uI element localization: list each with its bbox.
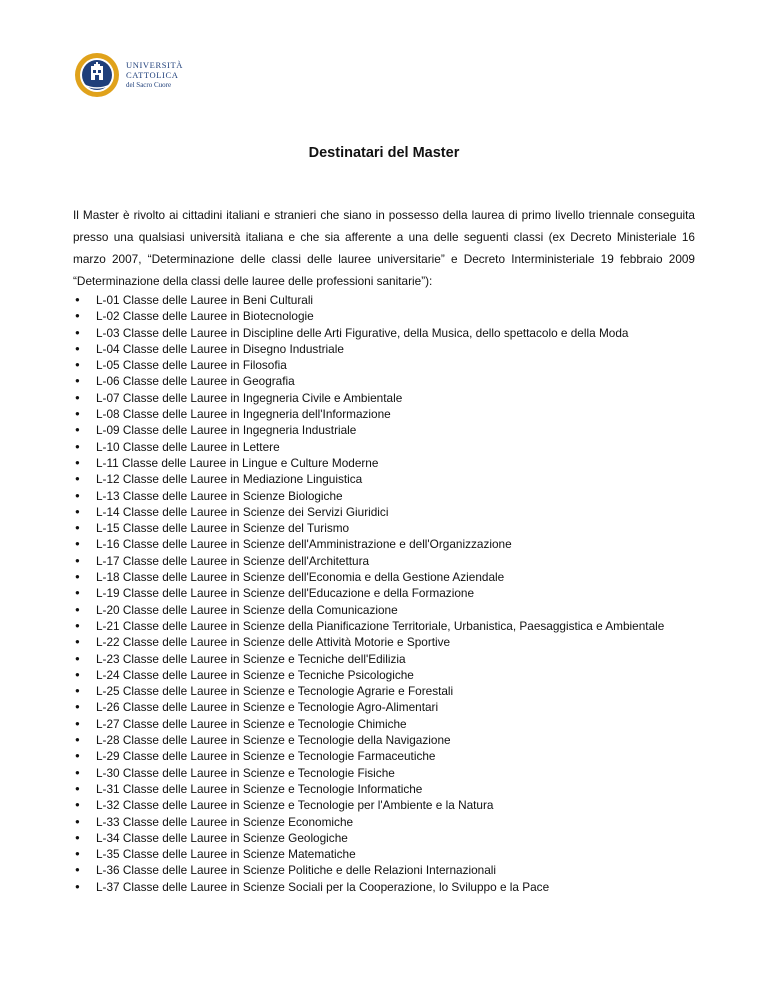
degree-class-item <box>73 325 695 341</box>
degree-class-label: L-22 Classe delle Lauree in Scienze delle Attività Motorie e Sportive <box>96 635 451 650</box>
degree-class-label: L-14 Classe delle Lauree in Scienze dei Servizi Giuridici <box>96 504 389 519</box>
bullet-icon: ● <box>75 637 80 647</box>
bullet-icon: ● <box>75 588 80 598</box>
bullet-icon: ● <box>75 767 80 777</box>
bullet-icon: ● <box>75 572 80 582</box>
degree-class-label: L-13 Classe delle Lauree in Scienze Biologiche <box>96 488 343 503</box>
degree-class-item <box>73 308 695 324</box>
degree-class-item <box>73 781 695 797</box>
degree-class-item <box>73 830 695 846</box>
bullet-icon: ● <box>75 441 80 451</box>
degree-class-label: L-35 Classe delle Lauree in Scienze Matematiche <box>96 847 356 862</box>
intro-paragraph: Il Master è rivolto ai cittadini italiani e stranieri che siano in possesso della laurea di primo livello triennale conseguita presso una qualsiasi università italiana e che sia afferente a una delle seguenti classi (ex Decreto Ministeriale 16 marzo 2007, “Determinazione delle classi delle lauree universitarie” e Decreto Interministeriale 19 febbraio 2009 “Determinazione della classi delle lauree delle professioni sanitarie”): <box>73 208 695 288</box>
degree-class-item <box>73 357 695 373</box>
page-title: Destinatari del Master <box>308 145 460 161</box>
bullet-icon: ● <box>75 702 80 712</box>
bullet-icon: ● <box>75 800 80 810</box>
degree-class-item <box>73 879 695 895</box>
degree-class-item <box>73 569 695 585</box>
degree-class-item <box>73 488 695 504</box>
degree-class-label: L-05 Classe delle Lauree in Filosofia <box>96 358 287 373</box>
degree-class-label: L-01 Classe delle Lauree in Beni Culturali <box>96 293 314 307</box>
degree-class-label: L-07 Classe delle Lauree in Ingegneria Civile e Ambientale <box>96 390 403 405</box>
bullet-icon: ● <box>75 832 80 842</box>
degree-class-item <box>73 471 695 487</box>
degree-class-label: L-11 Classe delle Lauree in Lingue e Culture Moderne <box>96 455 379 470</box>
bullet-icon: ● <box>75 523 80 533</box>
degree-class-label: L-03 Classe delle Lauree in Discipline delle Arti Figurative, della Musica, dello spettacolo e della Moda <box>96 325 629 340</box>
degree-class-item <box>73 422 695 438</box>
degree-class-item <box>73 797 695 813</box>
bullet-icon: ● <box>75 539 80 549</box>
degree-class-label: L-08 Classe delle Lauree in Ingegneria dell'Informazione <box>96 407 391 422</box>
university-logo <box>74 44 194 106</box>
degree-class-item <box>73 699 695 715</box>
bullet-icon: ● <box>75 783 80 793</box>
logo-line-3: del Sacro Cuore <box>126 81 172 89</box>
degree-class-label: L-34 Classe delle Lauree in Scienze Geologiche <box>96 830 348 845</box>
bullet-icon: ● <box>75 457 80 467</box>
bullet-icon: ● <box>75 718 80 728</box>
degree-class-label: L-33 Classe delle Lauree in Scienze Economiche <box>96 814 354 829</box>
degree-class-label: L-15 Classe delle Lauree in Scienze del Turismo <box>96 521 350 536</box>
degree-class-item <box>73 439 695 455</box>
degree-class-item <box>73 846 695 862</box>
degree-class-label: L-37 Classe delle Lauree in Scienze Sociali per la Cooperazione, lo Sviluppo e la Pace <box>96 879 550 894</box>
degree-class-label: L-20 Classe delle Lauree in Scienze della Comunicazione <box>96 602 398 617</box>
degree-class-label: L-09 Classe delle Lauree in Ingegneria Industriale <box>96 423 357 438</box>
degree-class-item <box>73 406 695 422</box>
bullet-icon: ● <box>75 376 80 386</box>
university-seal-icon <box>74 52 120 98</box>
degree-class-label: L-21 Classe delle Lauree in Scienze della Pianificazione Territoriale, Urbanistica, Paesaggistica e Ambientale <box>96 618 665 633</box>
logo-wordmark <box>126 60 183 90</box>
degree-class-item <box>73 716 695 732</box>
degree-class-item <box>73 765 695 781</box>
degree-class-label: L-17 Classe delle Lauree in Scienze dell'Architettura <box>96 553 370 568</box>
degree-class-label: L-18 Classe delle Lauree in Scienze dell'Economia e della Gestione Aziendale <box>96 570 505 585</box>
bullet-icon: ● <box>75 311 80 321</box>
bullet-icon: ● <box>75 865 80 875</box>
bullet-icon: ● <box>75 327 80 337</box>
degree-class-item <box>73 732 695 748</box>
bullet-icon: ● <box>75 360 80 370</box>
bullet-icon: ● <box>75 392 80 402</box>
bullet-icon: ● <box>75 686 80 696</box>
degree-class-label: L-16 Classe delle Lauree in Scienze dell'Amministrazione e dell'Organizzazione <box>96 537 512 552</box>
degree-class-item <box>73 536 695 552</box>
logo-line-2: CATTOLICA <box>126 70 179 80</box>
degree-class-label: L-04 Classe delle Lauree in Disegno Industriale <box>96 341 344 356</box>
degree-class-item <box>73 341 695 357</box>
bullet-icon: ● <box>75 295 80 304</box>
degree-class-item <box>73 292 695 308</box>
degree-class-label: L-19 Classe delle Lauree in Scienze dell'Educazione e della Formazione <box>96 586 475 601</box>
degree-class-label: L-30 Classe delle Lauree in Scienze e Tecnologie Fisiche <box>96 765 395 780</box>
bullet-icon: ● <box>75 474 80 484</box>
degree-class-label: L-27 Classe delle Lauree in Scienze e Tecnologie Chimiche <box>96 716 407 731</box>
logo-line-1: UNIVERSITÀ <box>126 60 183 70</box>
degree-class-label: L-24 Classe delle Lauree in Scienze e Tecniche Psicologiche <box>96 667 414 682</box>
bullet-icon: ● <box>75 620 80 630</box>
degree-class-label: L-31 Classe delle Lauree in Scienze e Tecnologie Informatiche <box>96 781 423 796</box>
degree-class-list <box>73 292 695 895</box>
degree-class-item <box>73 390 695 406</box>
bullet-icon: ● <box>75 816 80 826</box>
degree-class-label: L-26 Classe delle Lauree in Scienze e Tecnologie Agro-Alimentari <box>96 700 439 715</box>
degree-class-item <box>73 520 695 536</box>
degree-class-item <box>73 814 695 830</box>
degree-class-item <box>73 862 695 878</box>
bullet-icon: ● <box>75 490 80 500</box>
bullet-icon: ● <box>75 669 80 679</box>
degree-class-item <box>73 504 695 520</box>
degree-class-item <box>73 585 695 601</box>
bullet-icon: ● <box>75 849 80 859</box>
degree-class-label: L-06 Classe delle Lauree in Geografia <box>96 374 295 389</box>
bullet-icon: ● <box>75 735 80 745</box>
degree-class-item <box>73 618 695 634</box>
bullet-icon: ● <box>75 343 80 353</box>
bullet-icon: ● <box>75 555 80 565</box>
degree-class-item <box>73 373 695 389</box>
bullet-icon: ● <box>75 751 80 761</box>
degree-class-label: L-32 Classe delle Lauree in Scienze e Tecnologie per l'Ambiente e la Natura <box>96 798 494 813</box>
degree-class-item <box>73 602 695 618</box>
degree-class-item <box>73 634 695 650</box>
degree-class-label: L-36 Classe delle Lauree in Scienze Politiche e delle Relazioni Internazionali <box>96 863 497 878</box>
degree-class-item <box>73 651 695 667</box>
bullet-icon: ● <box>75 425 80 435</box>
degree-class-label: L-29 Classe delle Lauree in Scienze e Tecnologie Farmaceutiche <box>96 749 436 764</box>
bullet-icon: ● <box>75 881 80 891</box>
bullet-icon: ● <box>75 409 80 419</box>
degree-class-label: L-12 Classe delle Lauree in Mediazione Linguistica <box>96 472 363 487</box>
degree-class-item <box>73 748 695 764</box>
bullet-icon: ● <box>75 604 80 614</box>
degree-class-label: L-02 Classe delle Lauree in Biotecnologie <box>96 309 314 324</box>
degree-class-item <box>73 455 695 471</box>
degree-class-item <box>73 553 695 569</box>
degree-class-item <box>73 667 695 683</box>
degree-class-label: L-10 Classe delle Lauree in Lettere <box>96 439 280 454</box>
degree-class-label: L-25 Classe delle Lauree in Scienze e Tecnologie Agrarie e Forestali <box>96 684 454 699</box>
degree-class-label: L-23 Classe delle Lauree in Scienze e Tecniche dell'Edilizia <box>96 651 406 666</box>
degree-class-item <box>73 683 695 699</box>
degree-class-label: L-28 Classe delle Lauree in Scienze e Tecnologie della Navigazione <box>96 733 451 748</box>
bullet-icon: ● <box>75 506 80 516</box>
bullet-icon: ● <box>75 653 80 663</box>
